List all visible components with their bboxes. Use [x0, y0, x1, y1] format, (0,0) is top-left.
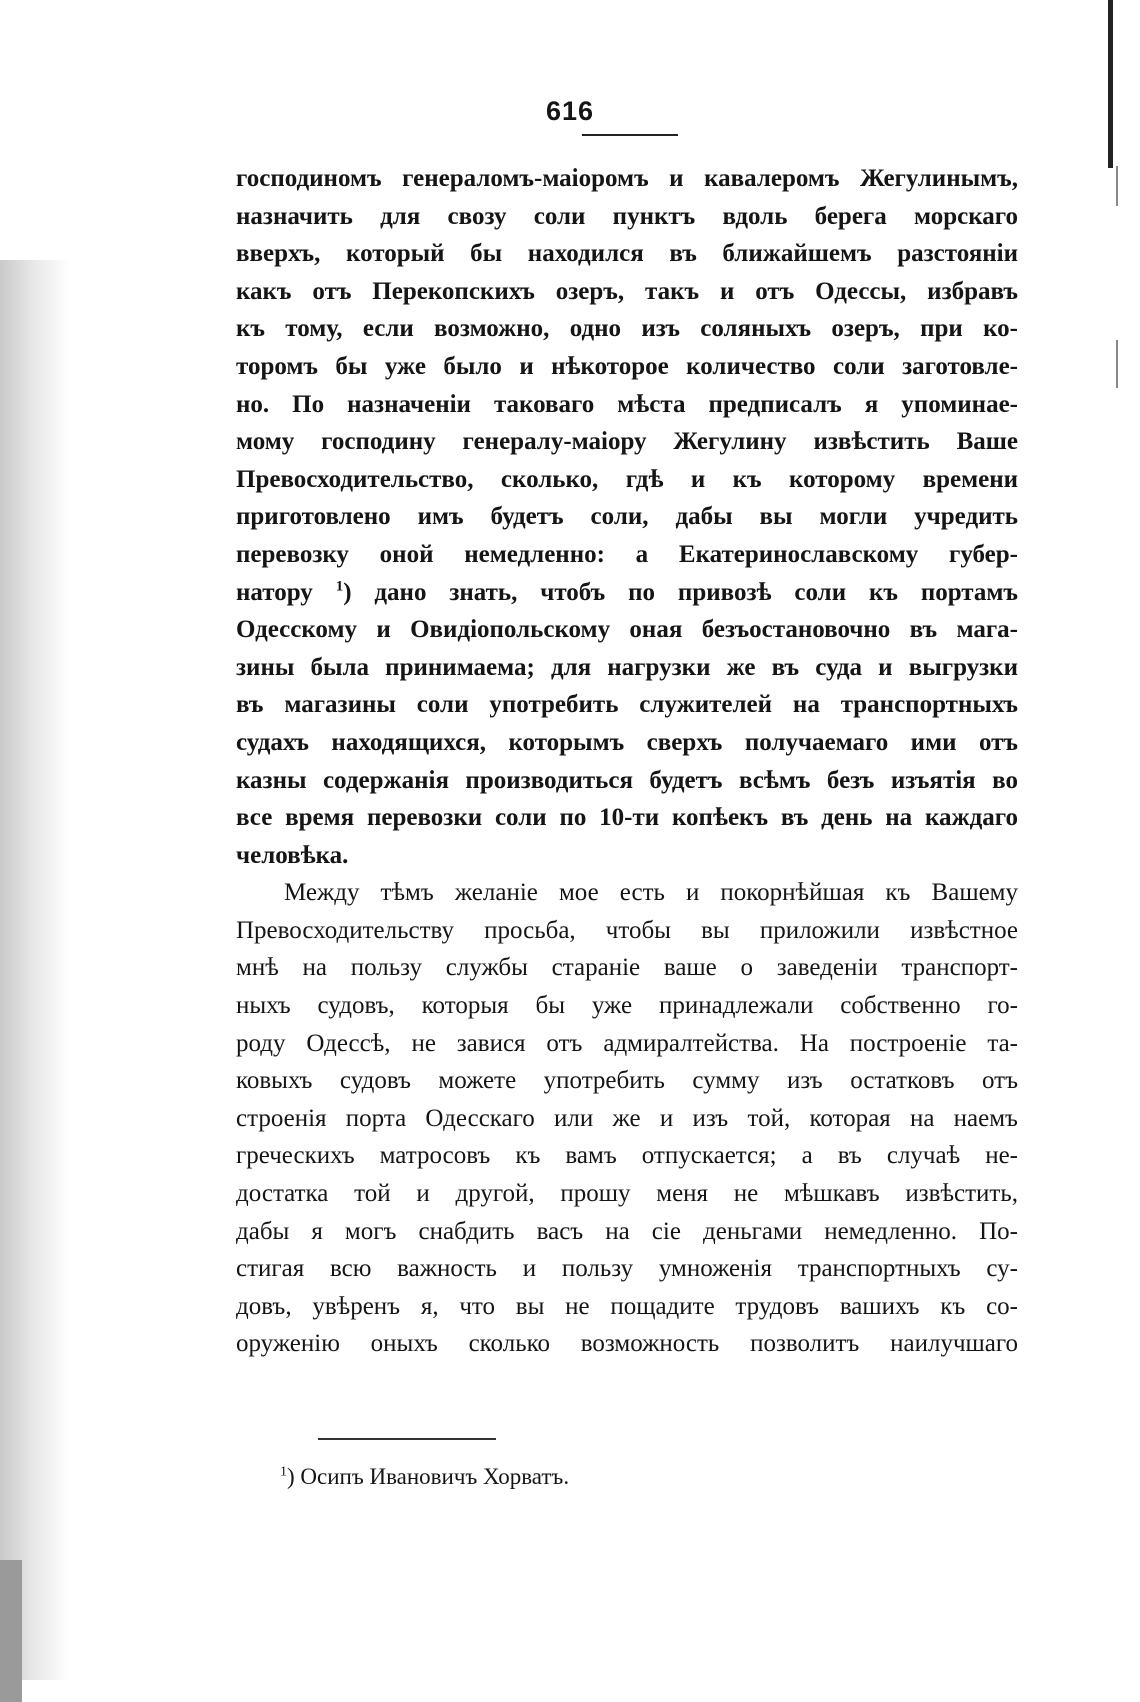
- text-line: все время перевозки соли по 10-ти копѣекъ въ день на каждаго: [236, 804, 1018, 832]
- text-line: торомъ бы уже было и нѣкоторое количество соли заготовле-: [236, 352, 1018, 380]
- text-line: достатка той и другой, прошу меня не мѣшкавъ извѣстить,: [236, 1180, 1018, 1208]
- text-line: довъ, увѣренъ я, что вы не пощадите трудовъ вашихъ къ со-: [236, 1292, 1018, 1320]
- text-line: господиномъ генераломъ-маіоромъ и кавалеромъ Жегулинымъ,: [236, 165, 1018, 192]
- text-line: строенія порта Одесскаго или же и изъ той, которая на наемъ: [236, 1104, 1018, 1132]
- text-line: какъ отъ Перекопскихъ озеръ, такъ и отъ Одессы, избравъ: [236, 277, 1018, 305]
- footnote-marker: 1: [280, 1464, 287, 1480]
- text-line-with-footnote: [236, 574, 1018, 612]
- page-gutter-shadow-dark: [0, 1560, 22, 1702]
- text-line: ковыхъ судовъ можете употребить сумму изъ остатковъ отъ: [236, 1067, 1018, 1095]
- text-line: ныхъ судовъ, которыя бы уже принадлежали собственно го-: [236, 992, 1018, 1020]
- text-line: судахъ находящихся, которымъ сверхъ получаемаго ими отъ: [236, 728, 1018, 756]
- text-line: Между тѣмъ желаніе мое есть и покорнѣйшая къ Вашему: [284, 879, 1018, 907]
- page-number-rule: [582, 134, 678, 136]
- page-number: 616: [545, 96, 595, 126]
- page-gutter-shadow: [0, 260, 70, 1680]
- page-edge-mark: [1108, 0, 1113, 168]
- text-line: вверхъ, который бы находился въ ближайшемъ разстояніи: [236, 240, 1018, 268]
- text-line: къ тому, если возможно, одно изъ соляныхъ озеръ, при ко-: [236, 315, 1018, 343]
- footnote: [280, 1464, 569, 1490]
- page-edge-mark-thin: [1116, 340, 1118, 388]
- text-line: оруженію оныхъ сколько возможность позволитъ наилучшаго: [236, 1330, 1018, 1358]
- text-line: казны содержанія производиться будетъ всѣмъ безъ изъятія во: [236, 766, 1018, 794]
- text-line: мому господину генералу-маіору Жегулину извѣстить Ваше: [236, 428, 1018, 456]
- text-line: стигая всю важность и пользу умноженія транспортныхъ су-: [236, 1255, 1018, 1283]
- text-line: приготовлено имъ будетъ соли, дабы вы могли учредить: [236, 503, 1018, 531]
- text-line: перевозку оной немедленно: а Екатеринославскому губер-: [236, 540, 1018, 568]
- text-line: въ магазины соли употребить служителей на транспортныхъ: [236, 691, 1018, 719]
- footnote-text: ) Осипъ Ивановичъ Хорватъ.: [287, 1464, 570, 1489]
- text-line: но. По назначеніи таковаго мѣста предписалъ я упоминае-: [236, 390, 1018, 418]
- text-line: дабы я могъ снабдить васъ на сіе деньгами немедленно. По-: [236, 1217, 1018, 1245]
- text-line: назначить для свозу соли пунктъ вдоль берега морскаго: [236, 202, 1018, 230]
- text-line: Одесскому и Овидіопольскому оная безъостановочно въ мага-: [236, 616, 1018, 644]
- text-line: роду Одессѣ, не завися отъ адмиралтейства. На построеніе та-: [236, 1029, 1018, 1057]
- text-line-head: натору: [236, 578, 313, 606]
- text-line: греческихъ матросовъ къ вамъ отпускается; а въ случаѣ не-: [236, 1142, 1018, 1170]
- text-line-tail: ) дано знать, чтобъ по привозѣ соли къ портамъ: [343, 578, 1019, 606]
- text-line: человѣка.: [236, 841, 349, 869]
- footnote-marker: 1: [335, 578, 344, 595]
- page-edge-mark-thin: [1116, 166, 1118, 206]
- text-line: Превосходительству просьба, чтобы вы приложили извѣстное: [236, 916, 1018, 944]
- body-text: [236, 160, 1018, 1363]
- footnote-separator: [318, 1438, 496, 1440]
- text-line: Превосходительство, сколько, гдѣ и къ которому времени: [236, 465, 1018, 493]
- text-line: зины была принимаема; для нагрузки же въ суда и выгрузки: [236, 653, 1018, 681]
- text-line: мнѣ на пользу службы стараніе ваше о заведеніи транспорт-: [236, 954, 1018, 982]
